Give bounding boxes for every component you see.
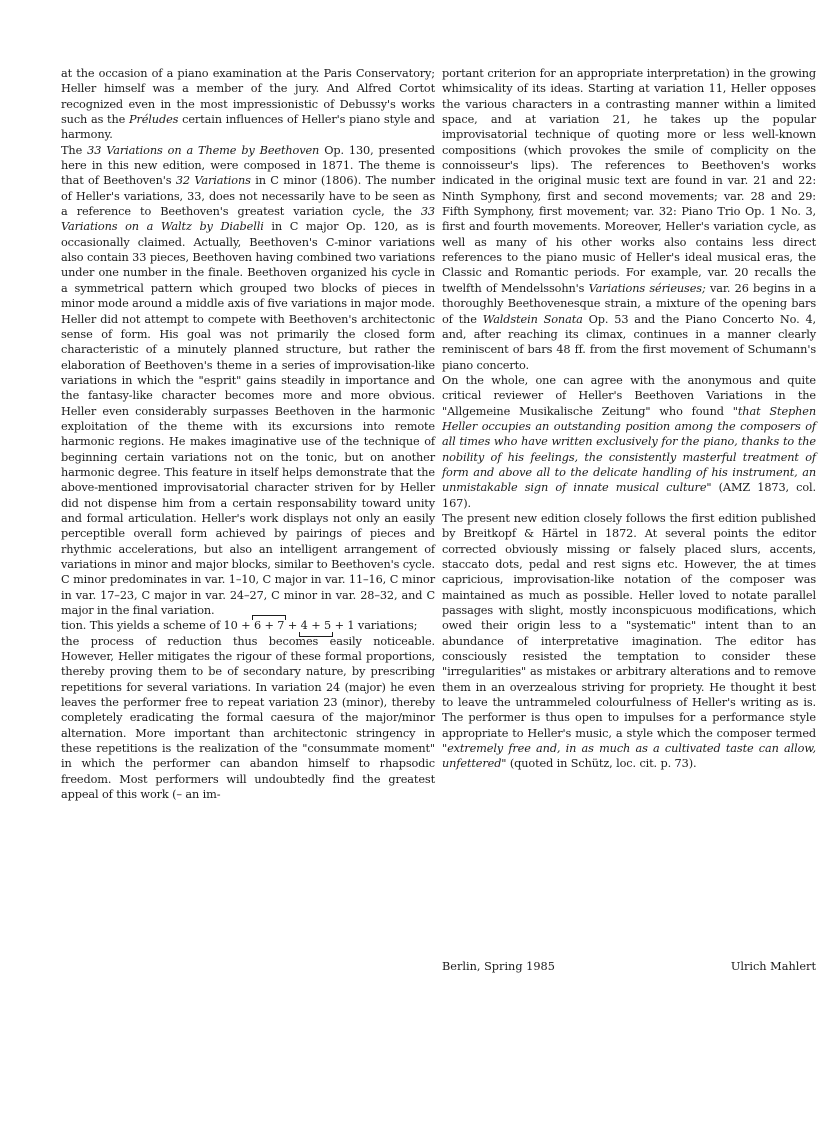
- text-run: (AMZ 1873, col. 167).: [442, 481, 816, 510]
- signature-line: [442, 960, 816, 973]
- text-run: On the whole, one can agree with the anonymous and quite critical reviewer of Heller's Beethoven Variations in the "Allgemeine Musikalische Zeitung" who found: [442, 373, 816, 418]
- italic-title: 33 Variations on a Theme by Beethoven: [87, 143, 320, 157]
- text-run: certain influences of Heller's piano style and harmony.: [61, 113, 435, 142]
- paragraph-cortot: [61, 66, 435, 143]
- variation-scheme: [61, 618, 435, 633]
- text-run: in C major Op. 120, as is occasionally claimed. Actually, Beethoven's C-minor variations also contain 33 pieces, Beethoven having combined two variations under one number in the finale. Beethoven organized his cycle in a symmetrical pattern which grouped two blocks of pieces in minor mode around a middle axis of five variations in major mode. Heller did not attempt to compete with Beethoven's architectonic sense of form. His goal was not primarily the closed form characteristic of a minutely planned structure, but rather the elaboration of Beethoven's theme in a series of improvisation-like variations in which the "esprit" gains steadily in importance and the fantasy-like character becomes more and more obvious. Heller even considerably surpasses Beethoven in the harmonic exploitation of the theme with its excursions into remote harmonic regions. He makes imaginative use of the technique of beginning certain variations not on the tonic, but on another harmonic degree. This feature in itself helps demonstrate that the above-mentioned improvisatorial character striven for by Heller did not dispense him from a certain responsability toward unity and formal articulation. Heller's work displays not only an easily perceptible overall form achieved by pairings of pieces and rhythmic accelerations, but also an intelligent arrangement of variations in minor and major blocks, similar to Beethoven's cycle. C minor predominates in var. 1–10, C major in var. 11–16, C minor in var. 17–23, C major in var. 24–27, C minor in var. 28–32, and C major in the final variation.: [61, 220, 435, 618]
- text-run: +: [284, 619, 301, 633]
- paragraph-variations: [61, 143, 435, 619]
- paragraph-reduction: [61, 634, 435, 803]
- place-date: Berlin, Spring 1985: [442, 960, 555, 973]
- text-run: The present new edition closely follows the first edition published by Breitkopf & Härtel in 1872. At several points the editor corrected obviously missing or falsely placed slurs, accents, staccato dots, pedal and rest signs etc. However, the at times capricious, improvisation-like notation of the composer was maintained as much as possible. Heller loved to notate parallel passages with slight, mostly inconspicuous modifications, which owed their origin less to a "systematic" intent than to an abundance of interpretative imagination. The editor has consciously resisted the temptation to consider these "irregularities" as mistakes or arbitrary alterations and to remove them in an overzealous striving for propriety. He thought it best to leave the untrammeled colourfulness of Heller's writing as is. The performer is thus open to impulses for a performance style appropriate to Heller's music, a style which the composer termed: [442, 511, 816, 740]
- italic-quote: "that Stephen Heller occupies an outstanding position among the composers of all times who have written exclusively for the piano, thanks to the nobility of his feelings, the consistently masterful treatment of form and above all to the delicate handling of his instrument, an unmistakable sign of innate musical culture": [442, 404, 817, 495]
- text-run: at the occasion of a piano examination at the Paris Conservatory; Heller himself was a member of the jury. And Alfred Cortot recognized even in the most impressionistic of Debussy's works such as the: [61, 67, 435, 127]
- text-run: + 1 variations;: [331, 619, 418, 633]
- text-run: Op. 53 and the Piano Concerto No. 4, and, after reaching its climax, continues in a manner clearly reminiscent of bars 48 ff. from the first movement of Schumann's piano concerto.: [442, 312, 816, 372]
- scheme-bracket-bottom: 4 + 5: [300, 619, 332, 633]
- italic-quote: "extremely free and, in as much as a cultivated taste can allow, unfettered": [442, 742, 816, 771]
- paragraph-whimsicality: [442, 66, 816, 373]
- italic-title: Waldstein Sonata: [482, 312, 583, 326]
- text-run: tion. This yields a scheme of 10 +: [61, 619, 254, 633]
- text-run: Op. 130, presented here in this new edition, were composed in 1871. The theme is that of Beethoven's: [61, 143, 435, 188]
- text-run: in C minor (1806). The number of Heller's variations, 33, does not necessarily have to be seen as a reference to Beethoven's greatest variation cycle, the: [61, 174, 435, 219]
- italic-title: 33 Variations on a Waltz by Diabelli: [61, 205, 435, 234]
- text-run: (quoted in Schütz, loc. cit. p. 73).: [506, 757, 697, 771]
- paragraph-reviewer: [442, 373, 816, 511]
- scheme-bracket-top: 6 + 7: [253, 619, 285, 633]
- italic-title: Préludes: [128, 113, 179, 127]
- italic-title: 32 Variations: [175, 174, 251, 188]
- text-run: var. 26 begins in a thoroughly Beethovenesque strain, a mixture of the opening bars of the: [442, 281, 816, 326]
- text-run: portant criterion for an appropriate interpretation) in the growing whimsicality of its ideas. Starting at variation 11, Heller opposes the various characters in a contrasting manner within a limited space, and at variation 21, he takes up the popular improvisatorial technique of quoting more or less well-known compositions (which provokes the smile of complicity on the connoisseur's lips). The references to Beethoven's works indicated in the original music text are found in var. 21 and 22: Ninth Symphony, first and second movements; var. 28 and 29: Fifth Symphony, first movement; var. 32: Piano Trio Op. 1 No. 3, first and fourth movements. Moreover, Heller's variation cycle, as well as many of his other works also contains less direct references to the piano music of Heller's ideal musical eras, the Classic and Romantic periods. For example, var. 20 recalls the twelfth of Mendelssohn's: [442, 67, 816, 295]
- left-column: [61, 66, 435, 803]
- right-column: [442, 66, 816, 772]
- italic-title: Variations sérieuses;: [588, 281, 706, 295]
- text-run: the process of reduction thus becomes easily noticeable. However, Heller mitigates the rigour of these formal proportions, thereby proving them to be of secondary nature, by prescribing repetitions for several variations. In variation 24 (major) he even leaves the performer free to repeat variation 23 (minor), thereby completely eradicating the formal caesura of the major/minor alternation. More important than architectonic stringency in these repetitions is the realization of the "consummate moment" in which the performer can abandon himself to rhapsodic freedom. Most performers will undoubtedly find the greatest appeal of this work (– an im-: [61, 634, 435, 802]
- text-run: The: [61, 143, 88, 157]
- author-name: Ulrich Mahlert: [730, 960, 816, 973]
- paragraph-edition: [442, 511, 816, 772]
